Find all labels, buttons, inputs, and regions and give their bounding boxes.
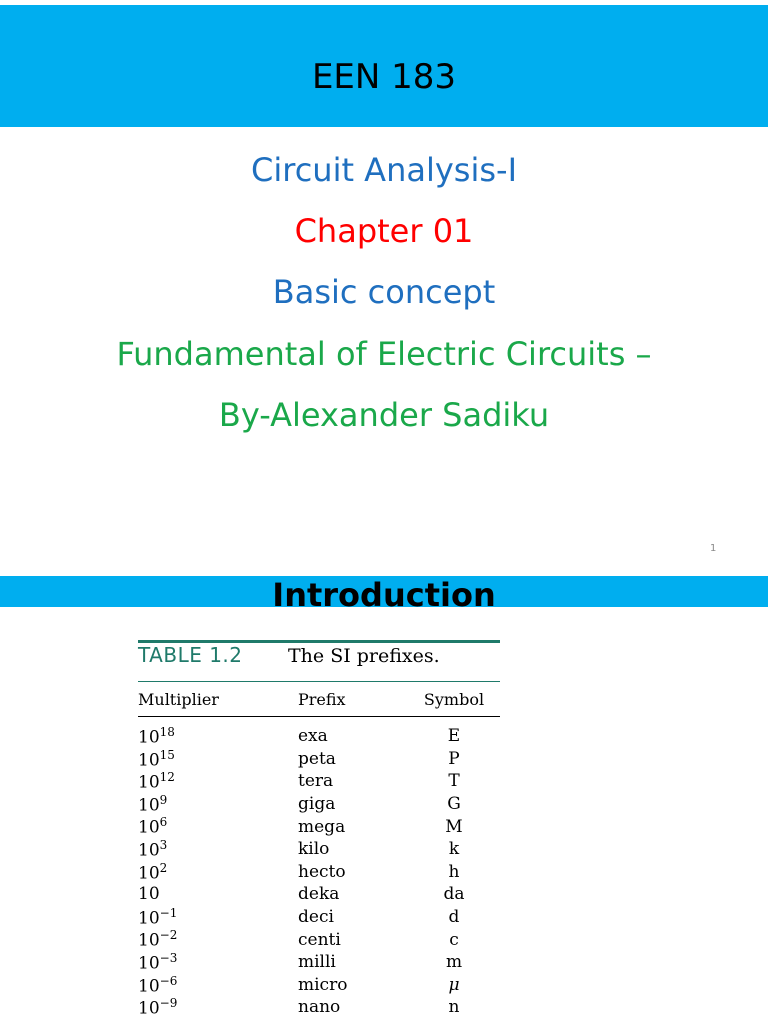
- symbol-cell: P: [448, 748, 460, 769]
- page-number: 1: [710, 543, 717, 554]
- prefix-cell: hecto: [298, 861, 346, 882]
- header-symbol: Symbol: [423, 689, 485, 709]
- course-code-title: EEN 183: [311, 57, 457, 97]
- table-label: TABLE 1.2: [138, 643, 243, 667]
- multiplier-cell: [138, 951, 298, 974]
- multiplier-cell: [138, 906, 298, 929]
- table-row: [138, 838, 500, 861]
- multiplier-base: 10: [138, 750, 160, 771]
- symbol-cell: E: [447, 726, 461, 747]
- multiplier-cell: [138, 928, 298, 951]
- table-row: [138, 906, 500, 929]
- symbol-cell: k: [448, 839, 460, 860]
- multiplier-cell: [138, 884, 298, 904]
- multiplier-cell: [138, 725, 298, 748]
- prefix-cell: deci: [298, 907, 334, 928]
- multiplier-base: 10: [138, 818, 160, 838]
- symbol-cell: m: [445, 952, 463, 973]
- multiplier-base: 10: [138, 976, 160, 997]
- si-prefix-table: [138, 640, 500, 1019]
- multiplier-base: 10: [138, 908, 160, 929]
- symbol-cell: M: [445, 816, 463, 837]
- multiplier-exponent: −2: [159, 928, 178, 943]
- table-caption: [138, 643, 500, 681]
- multiplier-exponent: 15: [159, 747, 175, 762]
- table-row: [138, 748, 500, 771]
- prefix-cell: micro: [298, 974, 348, 995]
- table-header-row: [138, 682, 500, 716]
- table-row: [138, 793, 500, 816]
- header-multiplier: Multiplier: [138, 689, 219, 709]
- subtitle-topic: Basic concept: [272, 273, 496, 311]
- table-row: [138, 883, 500, 906]
- table-row: [138, 951, 500, 974]
- table-row: [138, 725, 500, 748]
- multiplier-cell: [138, 748, 298, 771]
- symbol-cell: da: [443, 884, 465, 905]
- symbol-cell: d: [448, 907, 460, 928]
- multiplier-exponent: 3: [159, 837, 168, 852]
- title-banner: [0, 5, 768, 127]
- multiplier-cell: [138, 815, 298, 838]
- multiplier-exponent: 9: [159, 792, 168, 807]
- multiplier-base: 10: [138, 930, 160, 951]
- prefix-cell: nano: [298, 997, 341, 1018]
- subtitle-book-title: Fundamental of Electric Circuits –: [116, 335, 652, 373]
- multiplier-exponent: 2: [159, 860, 168, 875]
- multiplier-exponent: 6: [159, 815, 168, 830]
- subtitle-course-name: Circuit Analysis-I: [251, 151, 517, 189]
- multiplier-exponent: 12: [159, 770, 175, 785]
- prefix-cell: kilo: [298, 839, 330, 860]
- symbol-cell: G: [447, 794, 461, 815]
- prefix-cell: deka: [298, 884, 340, 905]
- table-caption-text: The SI prefixes.: [288, 645, 440, 667]
- prefix-cell: milli: [298, 952, 336, 973]
- multiplier-exponent: 18: [159, 724, 175, 739]
- multiplier-base: 10: [138, 863, 160, 884]
- subtitle-book-author: By-Alexander Sadiku: [218, 396, 550, 434]
- table-row: [138, 861, 500, 884]
- table-body: [138, 717, 500, 1019]
- multiplier-cell: [138, 793, 298, 816]
- symbol-cell: μ: [448, 974, 460, 995]
- multiplier-base: 10: [138, 727, 160, 748]
- multiplier-cell: [138, 838, 298, 861]
- prefix-cell: tera: [298, 771, 334, 792]
- table-row: [138, 996, 500, 1019]
- multiplier-cell: [138, 770, 298, 793]
- introduction-title: Introduction: [272, 576, 496, 614]
- header-prefix: Prefix: [298, 689, 346, 709]
- table-row: [138, 815, 500, 838]
- symbol-cell: n: [448, 997, 460, 1018]
- multiplier-base: 10: [138, 998, 160, 1019]
- prefix-cell: giga: [298, 794, 336, 815]
- multiplier-exponent: −1: [159, 905, 178, 920]
- symbol-cell: h: [448, 861, 460, 882]
- symbol-cell: T: [448, 771, 460, 792]
- multiplier-base: 10: [138, 840, 160, 861]
- multiplier-exponent: −3: [159, 950, 178, 965]
- multiplier-base: 10: [138, 772, 160, 793]
- multiplier-base: 10: [138, 953, 160, 974]
- multiplier-base: 10: [138, 795, 160, 816]
- table-row: [138, 928, 500, 951]
- prefix-cell: mega: [298, 816, 346, 837]
- subtitle-chapter: Chapter 01: [294, 212, 474, 250]
- prefix-cell: centi: [298, 929, 341, 950]
- symbol-cell: c: [449, 929, 459, 950]
- multiplier-exponent: −6: [159, 973, 178, 988]
- multiplier-cell: [138, 996, 298, 1019]
- table-row: [138, 770, 500, 793]
- prefix-cell: peta: [298, 748, 336, 769]
- multiplier-base: 10: [138, 884, 160, 905]
- table-row: [138, 974, 500, 997]
- multiplier-cell: [138, 861, 298, 884]
- multiplier-cell: [138, 974, 298, 997]
- multiplier-exponent: −9: [159, 996, 178, 1011]
- prefix-cell: exa: [298, 726, 328, 747]
